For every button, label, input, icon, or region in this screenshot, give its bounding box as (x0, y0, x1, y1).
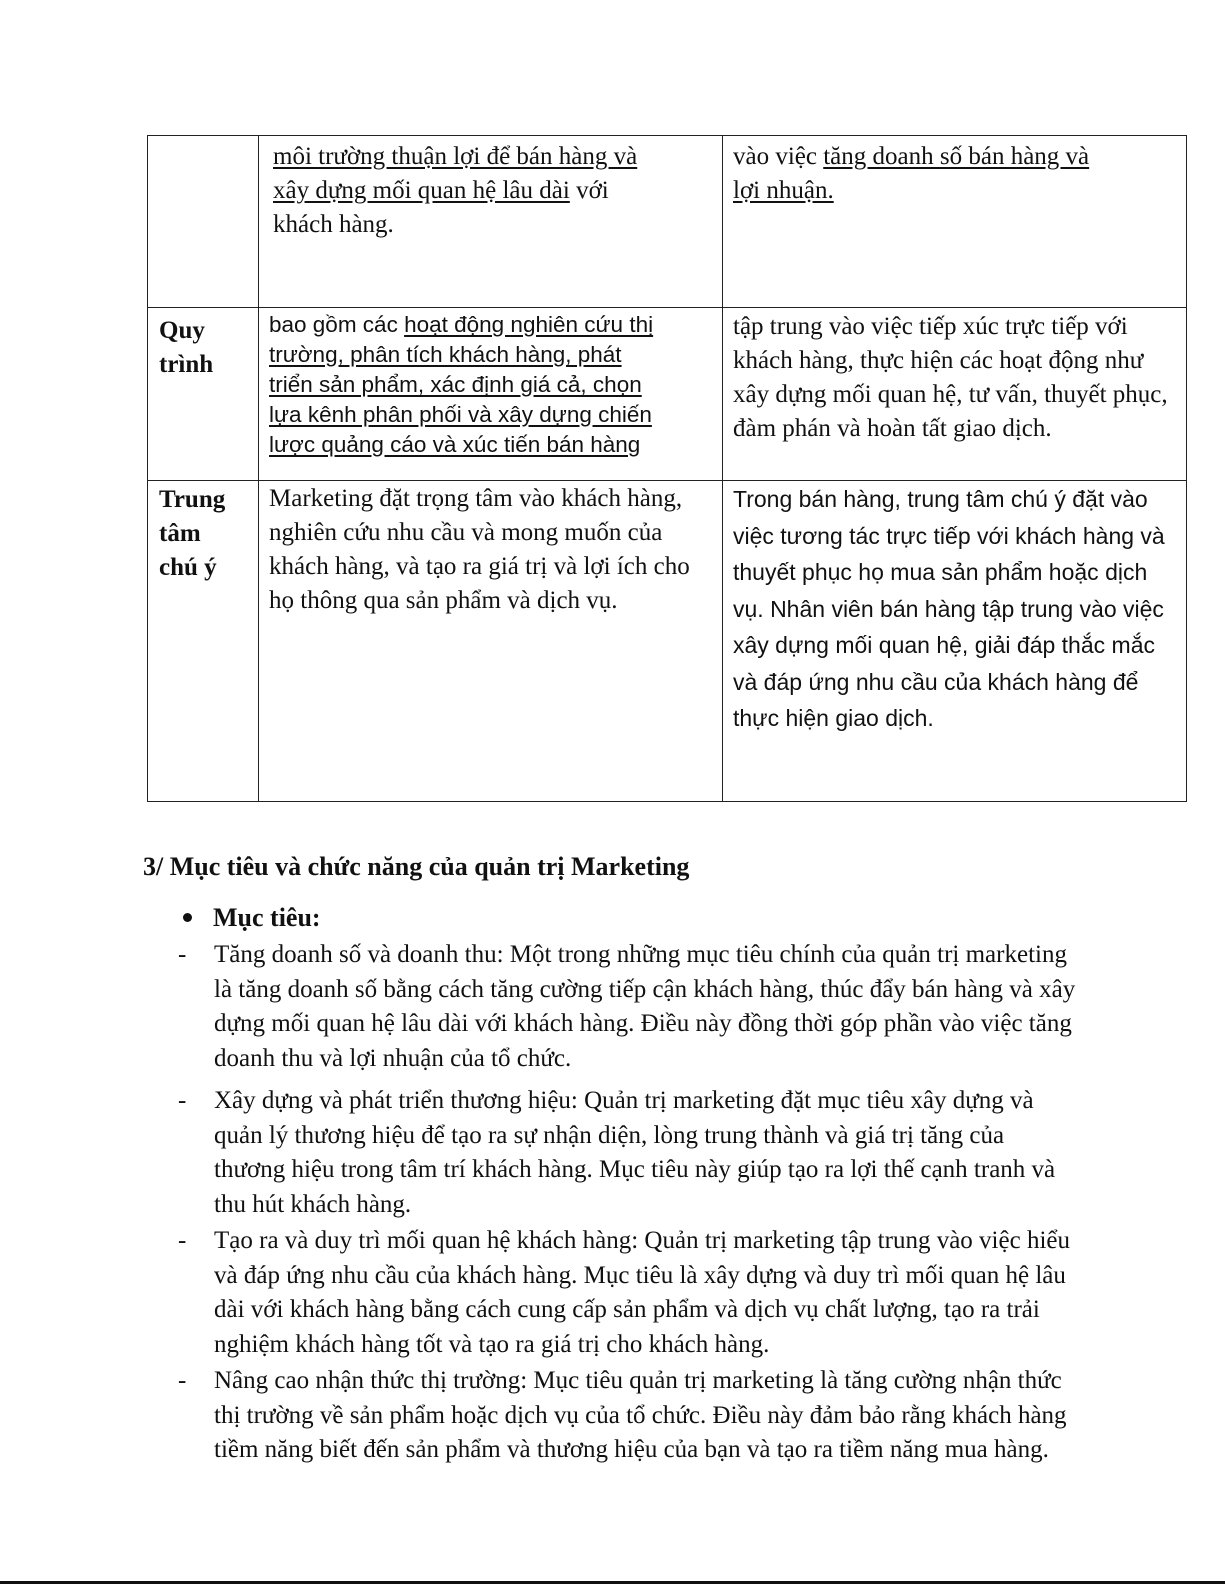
sales-cell (723, 136, 1187, 308)
row-label (148, 481, 258, 585)
sales-text: tập trung vào việc tiếp xúc trực tiếp với khách hàng, thực hiện các hoạt động như xây dựng mối quan hệ, tư vấn, thuyết phục, đàm phán và hoàn tất giao dịch. (733, 313, 1168, 442)
sales-text (723, 136, 1186, 208)
label-line: tâm (159, 520, 201, 547)
marketing-cell (259, 308, 723, 481)
sales-cell (723, 308, 1187, 481)
text-span: với (569, 177, 609, 204)
underlined-text: môi trường thuận lợi để bán hàng và (273, 143, 638, 170)
bullet-item (183, 903, 321, 933)
text-span: bao gồm các (269, 312, 405, 337)
underlined-text: xây dựng mối quan hệ lâu dài (273, 177, 570, 204)
marketing-cell (259, 136, 723, 308)
underlined-text: lựa kênh phân phối và xây dựng chiến (269, 402, 652, 427)
marketing-vs-sales-table (147, 135, 1187, 802)
table-row (148, 308, 1187, 481)
underlined-text: tăng doanh số bán hàng và (823, 143, 1090, 170)
dash-marker: - (178, 1087, 187, 1114)
sales-text: Trong bán hàng, trung tâm chú ý đặt vào việc tương tác trực tiếp với khách hàng và thuyết phục họ mua sản phẩm hoặc dịch vụ. Nhân viên bán hàng tập trung vào việc xây dựng mối quan hệ, giải đáp thắc mắc và đáp ứng nhu cầu của khách hàng để thực hiện giao dịch. (733, 486, 1165, 731)
sales-cell (723, 481, 1187, 802)
marketing-text (259, 136, 722, 242)
list-item (178, 938, 1078, 1076)
underlined-text: lợi nhuận. (733, 177, 834, 204)
row-label-cell (148, 136, 259, 308)
list-item (178, 1364, 1078, 1468)
row-label (148, 308, 258, 382)
dash-marker: - (178, 1227, 187, 1254)
underlined-text: lược quảng cáo và xúc tiến bán hàng (269, 432, 641, 457)
underlined-text: trường, phân tích khách hàng, phát (269, 342, 622, 367)
table-row (148, 136, 1187, 308)
text-span: vào việc (733, 143, 824, 170)
row-label-cell (148, 308, 259, 481)
label-line: chú ý (159, 554, 217, 581)
goal-text: Xây dựng và phát triển thương hiệu: Quản trị marketing đặt mục tiêu xây dựng và quản lý thương hiệu để tạo ra sự nhận diện, lòng trung thành và giá trị tăng của thương hiệu trong tâm trí khách hàng. Mục tiêu này giúp tạo ra lợi thế cạnh tranh và thu hút khách hàng. (214, 1087, 1056, 1218)
row-label-cell (148, 481, 259, 802)
page-bottom-rule (0, 1581, 1225, 1584)
table-row (148, 481, 1187, 802)
marketing-text (259, 308, 722, 460)
goal-text: Tạo ra và duy trì mối quan hệ khách hàng: Quản trị marketing tập trung vào việc hiểu và đáp ứng nhu cầu của khách hàng. Mục tiêu là xây dựng và duy trì mối quan hệ lâu dài với khách hàng bằng cách cung cấp sản phẩm và dịch vụ chất lượng, tạo ra trải nghiệm khách hàng tốt và tạo ra giá trị cho khách hàng. (214, 1227, 1070, 1358)
label-line: Trung (159, 486, 226, 513)
text-span: khách hàng. (273, 211, 394, 238)
goal-list (178, 938, 1078, 1468)
underlined-text: triển sản phẩm, xác định giá cả, chọn (269, 372, 642, 397)
dash-marker: - (178, 941, 187, 968)
bullet-label: Mục tiêu: (213, 903, 321, 932)
label-line: trình (159, 351, 214, 378)
section-heading: 3/ Mục tiêu và chức năng của quản trị Marketing (143, 852, 690, 881)
goal-text: Tăng doanh số và doanh thu: Một trong những mục tiêu chính của quản trị marketing là tăng doanh số bằng cách tăng cường tiếp cận khách hàng, thúc đẩy bán hàng và xây dựng mối quan hệ lâu dài với khách hàng. Điều này đồng thời góp phần vào việc tăng doanh thu và lợi nhuận của tổ chức. (214, 941, 1076, 1072)
label-line: Quy (159, 317, 205, 344)
list-item (178, 1084, 1078, 1222)
marketing-cell (259, 481, 723, 802)
list-item (178, 1224, 1078, 1362)
dash-marker: - (178, 1367, 187, 1394)
bullet-dot-icon (183, 913, 192, 922)
underlined-text: hoạt động nghiên cứu thị (404, 312, 654, 337)
goal-text: Nâng cao nhận thức thị trường: Mục tiêu quản trị marketing là tăng cường nhận thức thị trường về sản phẩm hoặc dịch vụ của tổ chức. Điều này đảm bảo rằng khách hàng tiềm năng biết đến sản phẩm và thương hiệu của bạn và tạo ra tiềm năng mua hàng. (214, 1367, 1067, 1463)
marketing-text: Marketing đặt trọng tâm vào khách hàng, nghiên cứu nhu cầu và mong muốn của khách hàng, và tạo ra giá trị và lợi ích cho họ thông qua sản phẩm và dịch vụ. (269, 485, 690, 614)
